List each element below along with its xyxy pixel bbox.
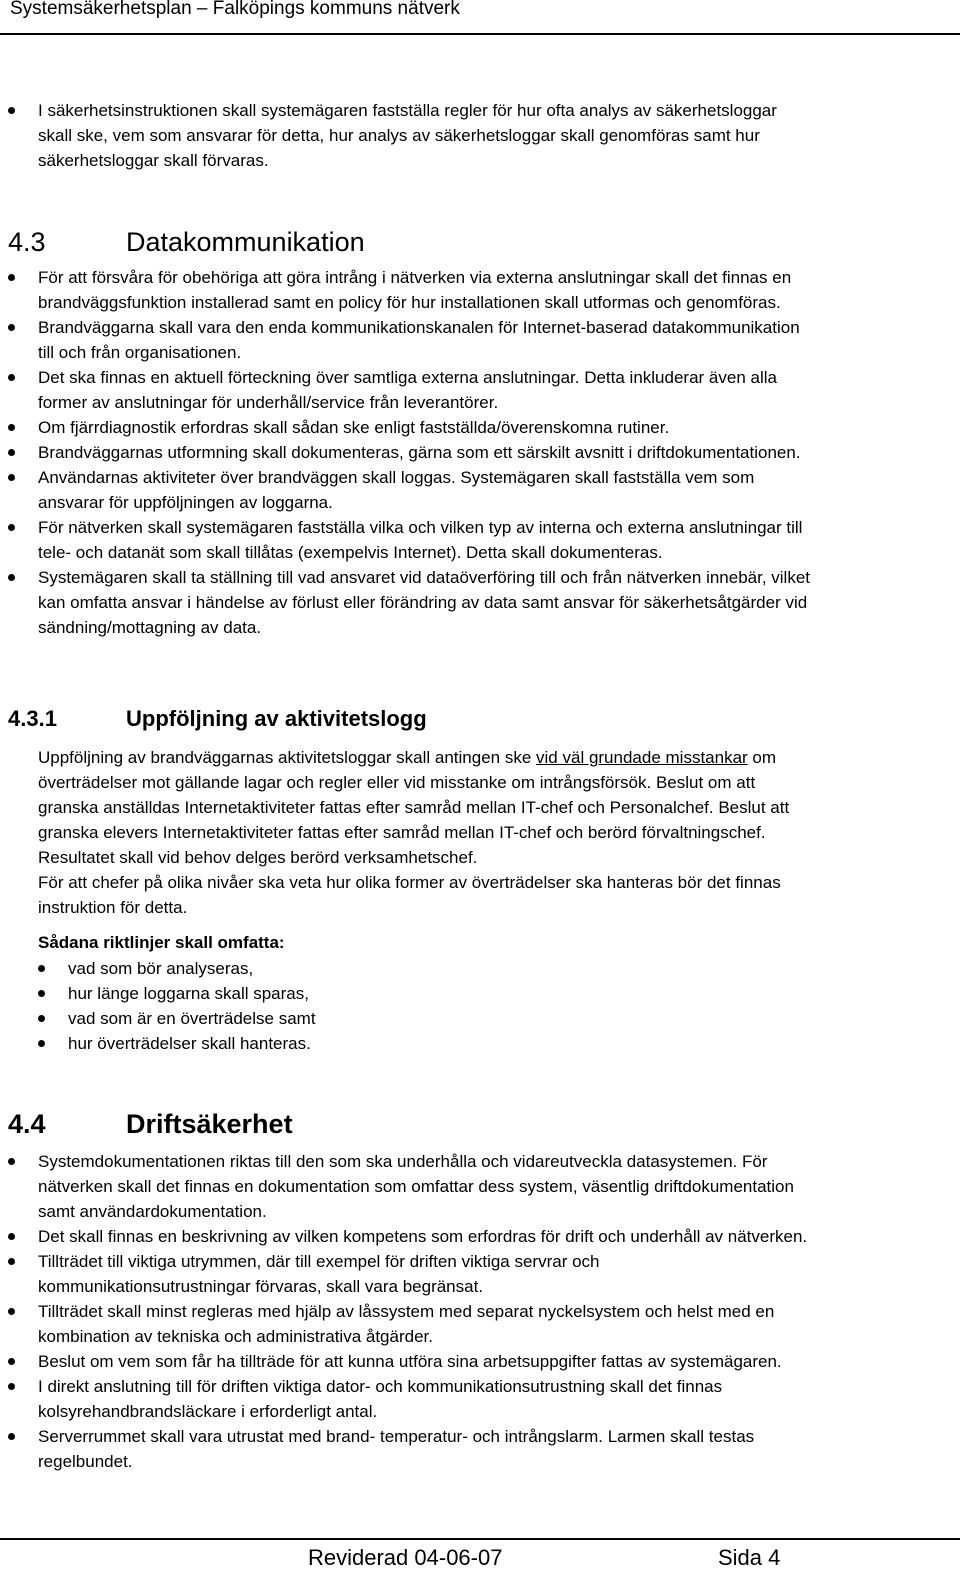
list-item: För nätverken skall systemägaren fastställa vilka och vilken typ av interna och externa anslutningar till tele- och datanät som skall tillåtas (exempelvis Internet). Detta skall dokumenteras. (0, 515, 960, 565)
driftsakerhet-list (0, 1149, 960, 1474)
list-item: För att försvåra för obehöriga att göra intrång i nätverken via externa anslutningar skall det finnas en brandväggsfunktion installerad samt en policy för hur installationen skall utformas och genomföras. (0, 265, 960, 315)
underlined-phrase: vid väl grundade misstankar (536, 748, 748, 767)
datakommunikation-list (0, 265, 960, 640)
page-footer (0, 1544, 960, 1568)
paragraph-line: granska elevers Internetaktiviteter fattas efter samråd mellan IT-chef och berörd förvaltningschef. (38, 823, 766, 842)
section-number: 4.3.1 (8, 706, 57, 731)
list-item: I säkerhetsinstruktionen skall systemägaren fastställa regler för hur ofta analys av säkerhetsloggar skall ske, vem som ansvarar för detta, hur analys av säkerhetsloggar skall genomföras samt hur säkerhetsloggar skall förvaras. (0, 98, 960, 173)
paragraph-line: instruktion för detta. (38, 898, 188, 917)
section-heading-4-3 (8, 226, 365, 258)
page-header-title: Systemsäkerhetsplan – Falköpings kommuns nätverk (10, 0, 460, 19)
section-heading-4-3-1 (8, 705, 427, 733)
list-item: Systemägaren skall ta ställning till vad ansvaret vid dataöverföring till och från nätverken innebär, vilket kan omfatta ansvar i händelse av förlust eller förändring av data samt ansvar för säkerhetsåtgärder vid sändning/mottagning av data. (0, 565, 960, 640)
list-item: Det ska finnas en aktuell förteckning över samtliga externa anslutningar. Detta inkluderar även alla former av anslutningar för underhåll/service från leverantörer. (0, 365, 960, 415)
list-item: Användarnas aktiviteter över brandväggen skall loggas. Systemägaren skall fastställa vem som ansvarar för uppföljningen av loggarna. (0, 465, 960, 515)
paragraph-line: Uppföljning av brandväggarnas aktivitetsloggar skall antingen ske vid väl grundade misstankar om (38, 748, 777, 767)
list-item: I direkt anslutning till för driften viktiga dator- och kommunikationsutrustning skall det finnas kolsyrehandbrandsläckare i erforderligt antal. (0, 1374, 960, 1424)
footer-divider (0, 1538, 960, 1540)
section-title: Datakommunikation (126, 227, 365, 257)
list-item: Systemdokumentationen riktas till den som ska underhålla och vidareutveckla datasystemen. För nätverken skall det finnas en dokumentation som omfattar dess system, väsentlig driftdokumentation samt användardokumentation. (0, 1149, 960, 1224)
paragraph-line: För att chefer på olika nivåer ska veta hur olika former av överträdelser ska hanteras bör det finnas (38, 873, 781, 892)
list-item: Om fjärrdiagnostik erfordras skall sådan ske enligt fastställda/överenskomna rutiner. (0, 415, 960, 440)
list-item: Brandväggarna skall vara den enda kommunikationskanalen för Internet-baserad datakommunikation till och från organisationen. (0, 315, 960, 365)
revision-date: Reviderad 04-06-07 (308, 1545, 503, 1570)
guidelines-subheading: Sådana riktlinjer skall omfatta: (38, 933, 285, 952)
section-title: Driftsäkerhet (126, 1109, 293, 1139)
paragraph-line: Resultatet skall vid behov delges berörd verksamhetschef. (38, 848, 478, 867)
intro-bullet-list (0, 98, 960, 173)
list-item: Serverrummet skall vara utrustat med brand- temperatur- och intrångslarm. Larmen skall testas regelbundet. (0, 1424, 960, 1474)
page-number: Sida 4 (718, 1545, 781, 1570)
list-item: Det skall finnas en beskrivning av vilken kompetens som erfordras för drift och underhåll av nätverken. (0, 1224, 960, 1249)
list-item: Brandväggarnas utformning skall dokumenteras, gärna som ett särskilt avsnitt i driftdokumentationen. (0, 440, 960, 465)
section-number: 4.4 (8, 1109, 46, 1139)
list-item: hur överträdelser skall hanteras. (0, 1031, 960, 1056)
list-item: Tillträdet till viktiga utrymmen, där till exempel för driften viktiga servrar och kommunikationsutrustningar förvaras, skall vara begränsat. (0, 1249, 960, 1299)
uppfoljning-paragraph (38, 745, 789, 920)
section-number: 4.3 (8, 227, 46, 257)
header-divider (0, 33, 960, 35)
paragraph-line: granska anställdas Internetaktiviteter fattas efter samråd mellan IT-chef och Personalchef. Beslut att (38, 798, 790, 817)
list-item: vad som bör analyseras, (0, 956, 960, 981)
section-title: Uppföljning av aktivitetslogg (126, 706, 427, 731)
paragraph-line: överträdelser mot gällande lagar och regler eller vid misstanke om intrångsförsök. Beslut om att (38, 773, 756, 792)
list-item: vad som är en överträdelse samt (0, 1006, 960, 1031)
list-item: Beslut om vem som får ha tillträde för att kunna utföra sina arbetsuppgifter fattas av systemägaren. (0, 1349, 960, 1374)
guidelines-list (0, 956, 960, 1056)
section-heading-4-4 (8, 1108, 293, 1140)
list-item: hur länge loggarna skall sparas, (0, 981, 960, 1006)
list-item: Tillträdet skall minst regleras med hjälp av låssystem med separat nyckelsystem och helst med en kombination av tekniska och administrativa åtgärder. (0, 1299, 960, 1349)
